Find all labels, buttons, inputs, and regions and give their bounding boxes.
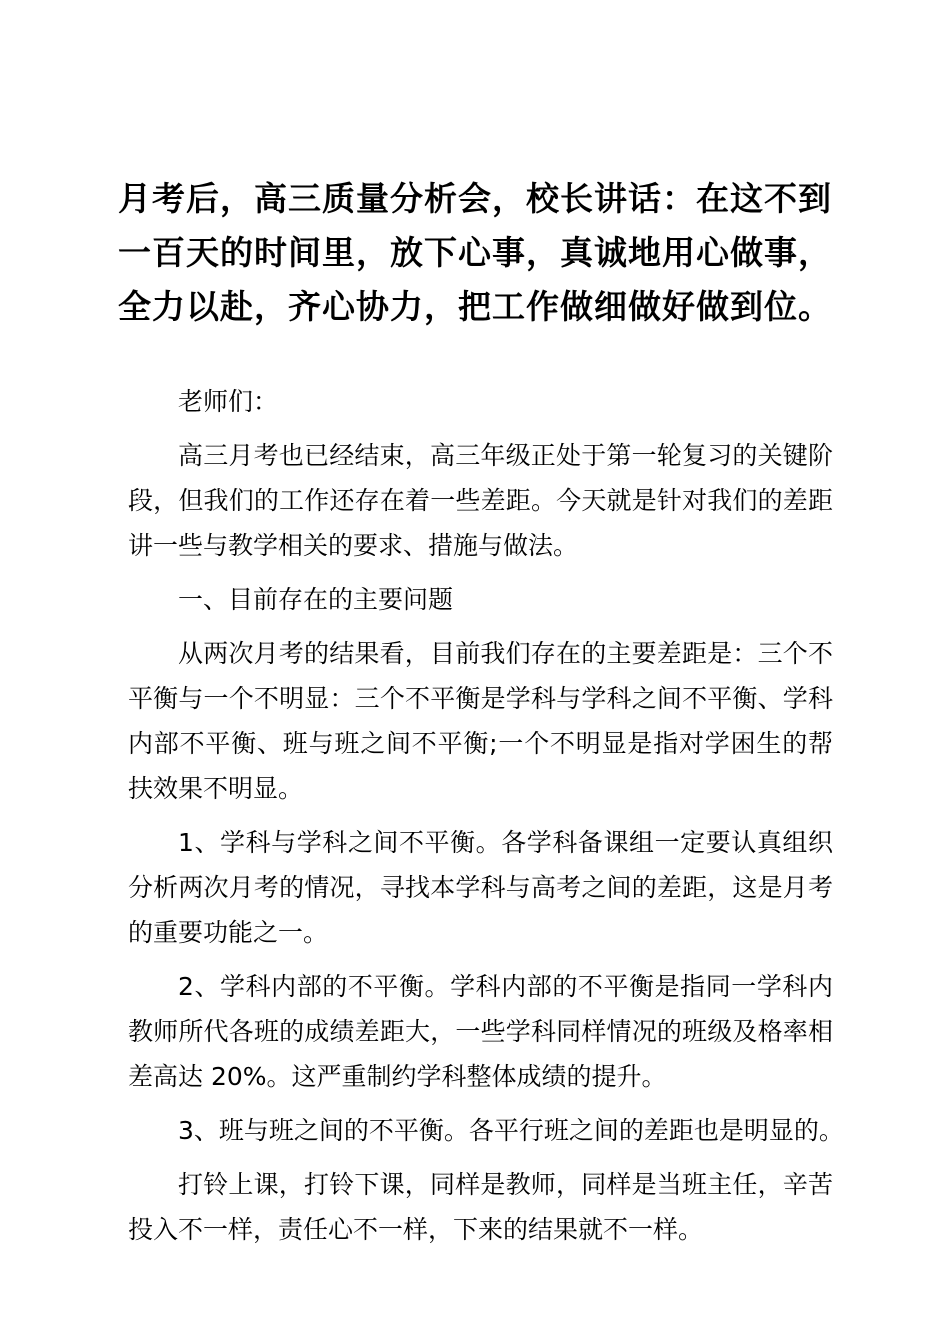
point-3-paragraph: 3、班与班之间的不平衡。各平行班之间的差距也是明显的。 [178, 1116, 844, 1145]
intro-paragraph: 高三月考也已经结束，高三年级正处于第一轮复习的关键阶段，但我们的工作还存在着一些差距。今天就是针对我们的差距讲一些与教学相关的要求、措施与做法。 [128, 441, 833, 560]
point-1-paragraph: 1、学科与学科之间不平衡。各学科备课组一定要认真组织分析两次月考的情况，寻找本学科与高考之间的差距，这是月考的重要功能之一。 [128, 828, 833, 947]
closing-paragraph: 打铃上课，打铃下课，同样是教师，同样是当班主任，辛苦投入不一样，责任心不一样，下来的结果就不一样。 [128, 1170, 833, 1244]
section-heading-1: 一、目前存在的主要问题 [178, 585, 454, 614]
document-title: 月考后，高三质量分析会，校长讲话：在这不到一百天的时间里，放下心事，真诚地用心做事，全力以赴，齐心协力，把工作做细做好做到位。 [118, 179, 832, 326]
document-body [128, 379, 844, 1261]
point-2-paragraph: 2、学科内部的不平衡。学科内部的不平衡是指同一学科内教师所代各班的成绩差距大，一些学科同样情况的班级及格率相差高达 20%。这严重制约学科整体成绩的提升。 [128, 972, 833, 1091]
salutation-paragraph: 老师们： [178, 387, 279, 416]
main-gaps-paragraph: 从两次月考的结果看，目前我们存在的主要差距是：三个不平衡与一个不明显：三个不平衡是学科与学科之间不平衡、学科内部不平衡、班与班之间不平衡;一个不明显是指对学困生的帮扶效果不明显。 [128, 639, 833, 803]
